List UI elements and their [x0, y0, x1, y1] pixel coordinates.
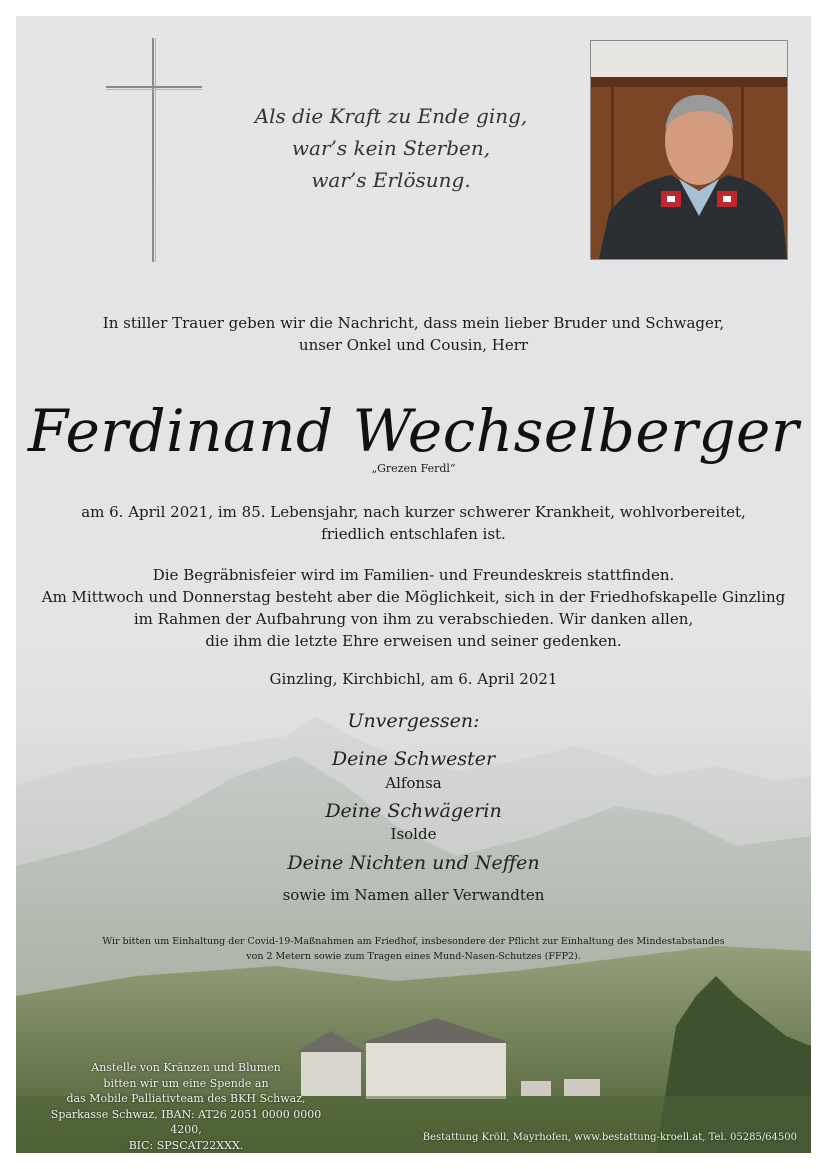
- funeral-info: [16, 564, 811, 652]
- cross-icon: [104, 38, 204, 262]
- donation-line: BIC: SPSCAT22XXX.: [128, 1138, 244, 1152]
- funeral-line: Die Begräbnisfeier wird im Familien- und Freundeskreis stattfinden.: [152, 566, 675, 584]
- donation-note: [36, 1060, 336, 1153]
- parte-card: [16, 16, 811, 1153]
- funeral-line: Am Mittwoch und Donnerstag besteht aber die Möglichkeit, sich in der Friedhofskapelle Ginzling: [41, 588, 786, 606]
- death-line: am 6. April 2021, im 85. Lebensjahr, nach kurzer schwerer Krankheit, wohlvorbereitet,: [81, 503, 746, 521]
- place-date: Ginzling, Kirchbichl, am 6. April 2021: [269, 670, 558, 688]
- funeral-line: im Rahmen der Aufbahrung von ihm zu verabschieden. Wir danken allen,: [133, 610, 694, 628]
- mourner-name: Alfonsa: [385, 774, 442, 792]
- funeral-home-footer: Bestattung Kröll, Mayrhofen, www.bestattung-kroell.at, Tel. 05285/64500: [422, 1132, 797, 1143]
- donation-line: bitten wir um eine Spende an: [103, 1076, 269, 1090]
- covid-line: Wir bitten um Einhaltung der Covid-19-Maßnahmen am Friedhof, insbesondere der Pflicht zur Einhaltung des Mindestabstandes: [102, 936, 725, 947]
- mourners-others: sowie im Namen aller Verwandten: [282, 886, 545, 904]
- portrait-photo: [590, 40, 788, 260]
- intro-line: In stiller Trauer geben wir die Nachricht, dass mein lieber Bruder und Schwager,: [102, 314, 725, 332]
- quote-line: war’s kein Sterben,: [291, 136, 491, 160]
- intro-line: unser Onkel und Cousin, Herr: [298, 336, 529, 354]
- quote-line: Als die Kraft zu Ende ging,: [254, 104, 528, 128]
- mourners-heading: Unvergessen:: [347, 710, 480, 732]
- donation-line: das Mobile Palliativteam des BKH Schwaz,: [66, 1092, 306, 1105]
- covid-line: von 2 Metern sowie zum Tragen eines Mund-Nasen-Schutzes (FFP2).: [246, 951, 581, 962]
- deceased-nickname: „Grezen Ferdl“: [371, 462, 456, 475]
- death-line: friedlich entschlafen ist.: [321, 525, 506, 543]
- covid-notice: [16, 934, 811, 964]
- mourner-name: Isolde: [390, 825, 437, 843]
- quote-line: war’s Erlösung.: [311, 168, 471, 192]
- funeral-line: die ihm die letzte Ehre erweisen und seiner gedenken.: [205, 632, 622, 650]
- memorial-quote: [226, 100, 556, 196]
- mourner-relation: Deine Nichten und Neffen: [287, 852, 540, 874]
- mourner-relation: Deine Schwägerin: [325, 800, 502, 822]
- donation-line: Sparkasse Schwaz, IBAN: AT26 2051 0000 0000 4200,: [50, 1107, 322, 1136]
- deceased-name: Ferdinand Wechselberger: [27, 397, 800, 465]
- donation-line: Anstelle von Kränzen und Blumen: [91, 1061, 281, 1074]
- mourner-relation: Deine Schwester: [331, 748, 496, 770]
- intro-text: [16, 312, 811, 356]
- death-notice: [16, 501, 811, 545]
